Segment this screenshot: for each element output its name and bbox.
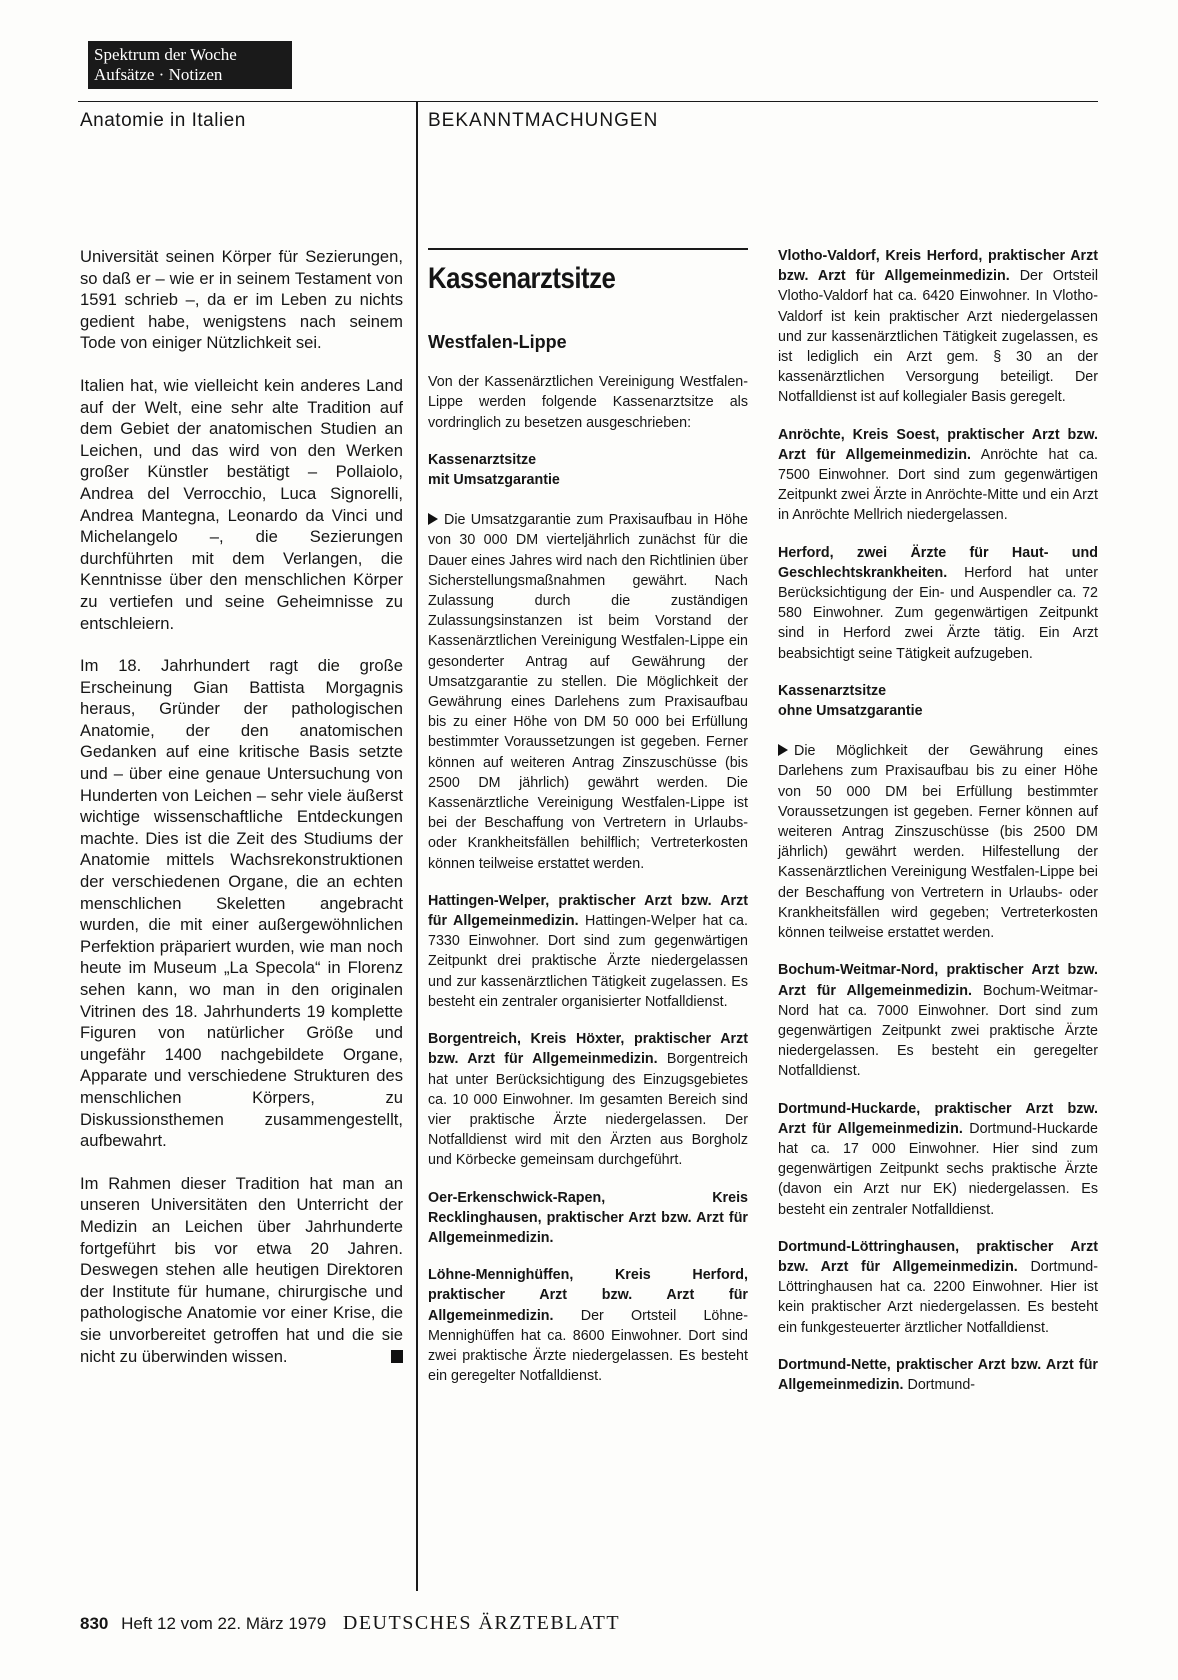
listing-entry <box>778 425 1098 526</box>
article-column <box>80 246 403 1388</box>
listing-entry <box>778 543 1098 664</box>
loan-text <box>778 741 1098 943</box>
listing-entry <box>778 1099 1098 1220</box>
listing-entry <box>428 891 748 1012</box>
article-paragraph: Italien hat, wie vielleicht kein anderes Land auf der Welt, eine sehr alte Tradition auf dem Gebiet der anatomischen Studien an Leichen, und das wird von den Werken großer Künstler bestätigt – Pollaiolo, Andrea del Verrocchio, Luca Signorelli, Andrea Mantegna, Leonardo da Vinci und Michelangelo –, die Sezierungen durchführten mit dem Verlangen, die Kenntnisse über den menschlichen Körper zu vertiefen und seine Geheimnisse zu entschleiern. <box>80 375 403 633</box>
listing-body: Der Ortsteil Löhne-Mennighüffen hat ca. 8600 Einwohner. Dort sind zwei praktische Ärzte niedergelassen. Es besteht ein geregelter Notfalldienst. <box>428 1307 748 1385</box>
announcement-column-2 <box>778 246 1098 1412</box>
issue-info: Heft 12 vom 22. März 1979 <box>121 1614 327 1633</box>
listing-body: Der Ortsteil Vlotho-Valdorf hat ca. 6420 Einwohner. In Vlotho-Valdorf ist kein praktischer Arzt niedergelassen und zur kassenärztlichen Tätigkeit zugelassen, es ist lediglich ein Arzt gem. § 30 an der kassenärztlichen Versorgung beteiligt. Der Notfalldienst ist auf kollegialer Basis geregelt. <box>778 268 1099 406</box>
subheading-with-guarantee <box>428 450 748 490</box>
listing-head: Vlotho-Valdorf, Kreis Herford, praktischer Arzt bzw. Arzt für Allgemeinmedizin. <box>778 248 1098 285</box>
column-divider <box>416 101 418 1591</box>
listing-head: Dortmund-Huckarde, praktischer Arzt bzw. Arzt für Allgemeinmedizin. <box>778 1100 1098 1137</box>
loan-body: Die Möglichkeit der Gewährung eines Darlehens zum Praxisaufbau bis zu einer Höhe von 50 000 DM bei Erfüllung bestimmter Voraussetzungen ist gegeben. Ferner können auf weiteren Antrag Zinszuschüsse (bis 2500 DM jährlich) gewährt werden. Hilfestellung der Kassenärztlichen Vereinigung Westfalen-Lippe bei der Beschaffung von Vertretern in Urlaubs- oder Krankheitsfällen wird gegeben; Vertreterkosten können teilweise erstattet werden. <box>778 743 1098 942</box>
listing-body: Dortmund-Löttringhausen hat ca. 2200 Einwohner. Hier ist kein praktischer Arzt niedergelassen. Es besteht ein funkgesteuerter ärztlicher Notfalldienst. <box>778 1258 1098 1336</box>
listing-body: Anröchte hat ca. 7500 Einwohner. Dort sind zum gegenwärtigen Zeitpunkt zwei Ärzte in Anröchte-Mitte und ein Arzt in Anröchte Mellrich niedergelassen. <box>778 446 1098 524</box>
triangle-bullet-icon <box>428 513 438 525</box>
badge-line-1: Spektrum der Woche <box>94 45 237 64</box>
article-paragraph-last <box>80 1173 403 1367</box>
subheading-line: Kassenarztsitze <box>428 451 537 468</box>
guarantee-body: Die Umsatzgarantie zum Praxisaufbau in Höhe von 30 000 DM vierteljährlich zunächst für die Dauer eines Jahres wird nach den Richtlinien über Sicherstellungsmaßnahmen gewährt. Nach Zulassung durch die zuständigen Zulassungsinstanzen ist beim Vorstand der Kassenärztlichen Vereinigung Westfalen-Lippe ein gesonderter Antrag auf Gewährung der Umsatzgarantie zu stellen. Die Möglichkeit der Gewährung eines Darlehens zum Praxisaufbau bis zu einer Höhe von DM 50 000 bei Erfüllung bestimmter Voraussetzungen ist gegeben. Ferner können auf weiteren Antrag Zinszuschüsse (bis 2500 DM jährlich) gewährt werden. Die Kassenärztliche Vereinigung Westfalen-Lippe ist bei der Beschaffung von Vertretern in Urlaubs- oder Krankheitsfällen behilflich; Vertreterkosten können teilweise erstattet werden. <box>428 512 748 872</box>
subheading-line: ohne Umsatzgarantie <box>778 703 923 720</box>
subheading-line: Kassenarztsitze <box>778 682 887 699</box>
listing-head: Hattingen-Welper, praktischer Arzt bzw. Arzt für Allgemeinmedizin. <box>428 892 748 930</box>
listing-entry <box>778 1355 1098 1395</box>
magazine-name: DEUTSCHES ÄRZTEBLATT <box>342 1612 621 1634</box>
listing-body: Bochum-Weitmar-Nord hat ca. 7000 Einwohner. Dort sind zum gegenwärtigen Zeitpunkt zwei praktische Ärzte niedergelassen. Es besteht ein geregelter Notfalldienst. <box>778 982 1098 1080</box>
article-paragraph: Im 18. Jahrhundert ragt die große Erscheinung Gian Battista Morgagnis heraus, Gründer der pathologischen Anatomie, der den anatomischen Gedanken auf eine kritische Basis setzte und – über eine genaue Untersuchung von Hunderten von Leichen – sehr viele äußerst wichtige wissenschaftliche Entdeckungen machte. Dies ist die Zeit des Studiums der Anatomie mittels Wachsrekonstruktionen der verschiedenen Organe, die an echten menschlichen Skeletten angebracht wurden, die mit einer außergewöhnlichen Perfektion präpariert wurden, wie man noch heute im Museum „La Specola“ in Florenz sehen kann, wo man in den originalen Vitrinen des 18. Jahrhunderts 19 komplette Figuren von natürlicher Größe und ungefähr 1400 nachgebildete Organe, Apparate und verschiedene Strukturen des menschlichen Körpers, zu Diskussionsthemen zusammengestellt, aufbewahrt. <box>80 656 403 1151</box>
listing-head: Bochum-Weitmar-Nord, praktischer Arzt bzw. Arzt für Allgemeinmedizin. <box>778 962 1098 999</box>
listing-entry <box>428 1188 748 1249</box>
listing-entry <box>428 1265 748 1386</box>
subheading-without-guarantee <box>778 681 1098 721</box>
subheading-line: mit Umsatzgarantie <box>428 472 560 489</box>
listing-body: Borgentreich hat unter Berücksichtigung des Einzugsgebietes ca. 10 000 Einwohner. Im gesamten Bereich sind vier praktische Ärzte niedergelassen. Der Notfalldienst wird mit den Ärzten aus Borgholz und Körbecke gemeinsam durchgeführt. <box>428 1051 748 1169</box>
listing-entry <box>778 246 1098 408</box>
listing-head: Herford, zwei Ärzte für Haut- und Geschlechtskrankheiten. <box>778 544 1098 581</box>
listing-body: Herford hat unter Berücksichtigung der Ein- und Auspendler ca. 72 580 Einwohner. Zum gegenwärtigen Zeitpunkt sind in Herford zwei Ärzte tätig. Ein Arzt beabsichtigt seine Tätigkeit aufzugeben. <box>778 564 1098 662</box>
listing-entry <box>778 1237 1098 1338</box>
article-paragraph-text: Im Rahmen dieser Tradition hat man an unseren Universitäten den Unterricht der Medizin an Leichen über Jahrhunderte fortgeführt bis vor etwa 20 Jahren. Deswegen stehen alle heutigen Direktoren der Institute für humane, chirurgische und pathologische Anatomie vor einer Krise, die sie unvorbereitet getroffen hat und die sie nicht zu überwinden wissen. <box>80 1173 403 1366</box>
guarantee-text <box>428 510 748 874</box>
region-heading: Westfalen-Lippe <box>428 332 567 352</box>
article-paragraph: Universität seinen Körper für Sezierungen, so daß er – wie er in seinem Testament von 1591 schrieb –, da er im Leben zu nichts gedient habe, wenigstens nach seinem Tode von einiger Nützlichkeit sei. <box>80 247 403 353</box>
listing-head: Borgentreich, Kreis Höxter, praktischer Arzt bzw. Arzt für Allgemeinmedizin. <box>428 1031 748 1068</box>
title-rule <box>428 248 748 250</box>
listing-head: Löhne-Mennighüffen, Kreis Herford, praktischer Arzt bzw. Arzt für Allgemeinmedizin. <box>428 1267 748 1324</box>
listing-head: Oer-Erkenschwick-Rapen, Kreis Recklinghausen, praktischer Arzt bzw. Arzt für Allgemeinmedizin. <box>428 1189 748 1246</box>
listing-head: Dortmund-Löttringhausen, praktischer Arzt bzw. Arzt für Allgemeinmedizin. <box>778 1238 1098 1275</box>
page-footer <box>80 1612 620 1635</box>
intro-text: Von der Kassenärztlichen Vereinigung Westfalen-Lippe werden folgende Kassenarztsitze als vordringlich zu besetzen ausgeschrieben: <box>428 374 748 431</box>
header-rule <box>78 101 1098 102</box>
section-badge <box>88 41 292 89</box>
listing-body: Dortmund-Huckarde hat ca. 17 000 Einwohner. Hier sind zum gegenwärtigen Zeitpunkt sechs praktische Ärzte (davon ein Arzt nur EK) niedergelassen. Es besteht ein zentraler Notfalldienst. <box>778 1120 1098 1218</box>
listing-entry <box>428 1029 748 1170</box>
triangle-bullet-icon <box>778 744 788 756</box>
left-section-title: Anatomie in Italien <box>80 110 246 131</box>
badge-line-2: Aufsätze · Notizen <box>94 65 223 84</box>
listing-head: Dortmund-Nette, praktischer Arzt bzw. Arzt für Allgemeinmedizin. <box>778 1356 1098 1393</box>
announcement-column-1 <box>428 246 748 1403</box>
page-number: 830 <box>80 1614 109 1633</box>
announcement-title: Kassenarztsitze <box>428 262 616 295</box>
end-mark-icon <box>391 1350 403 1363</box>
listing-head: Anröchte, Kreis Soest, praktischer Arzt bzw. Arzt für Allgemeinmedizin. <box>778 426 1098 463</box>
right-section-title: BEKANNTMACHUNGEN <box>428 110 659 131</box>
listing-body: Dortmund- <box>903 1376 976 1393</box>
listing-entry <box>778 960 1098 1081</box>
listing-body: Hattingen-Welper hat ca. 7330 Einwohner. Dort sind zum gegenwärtigen Zeitpunkt drei praktische Ärzte niedergelassen und zur kassenärztlichen Tätigkeit zugelassen. Es besteht ein zentraler organisierter Notfalldienst. <box>428 913 748 1010</box>
